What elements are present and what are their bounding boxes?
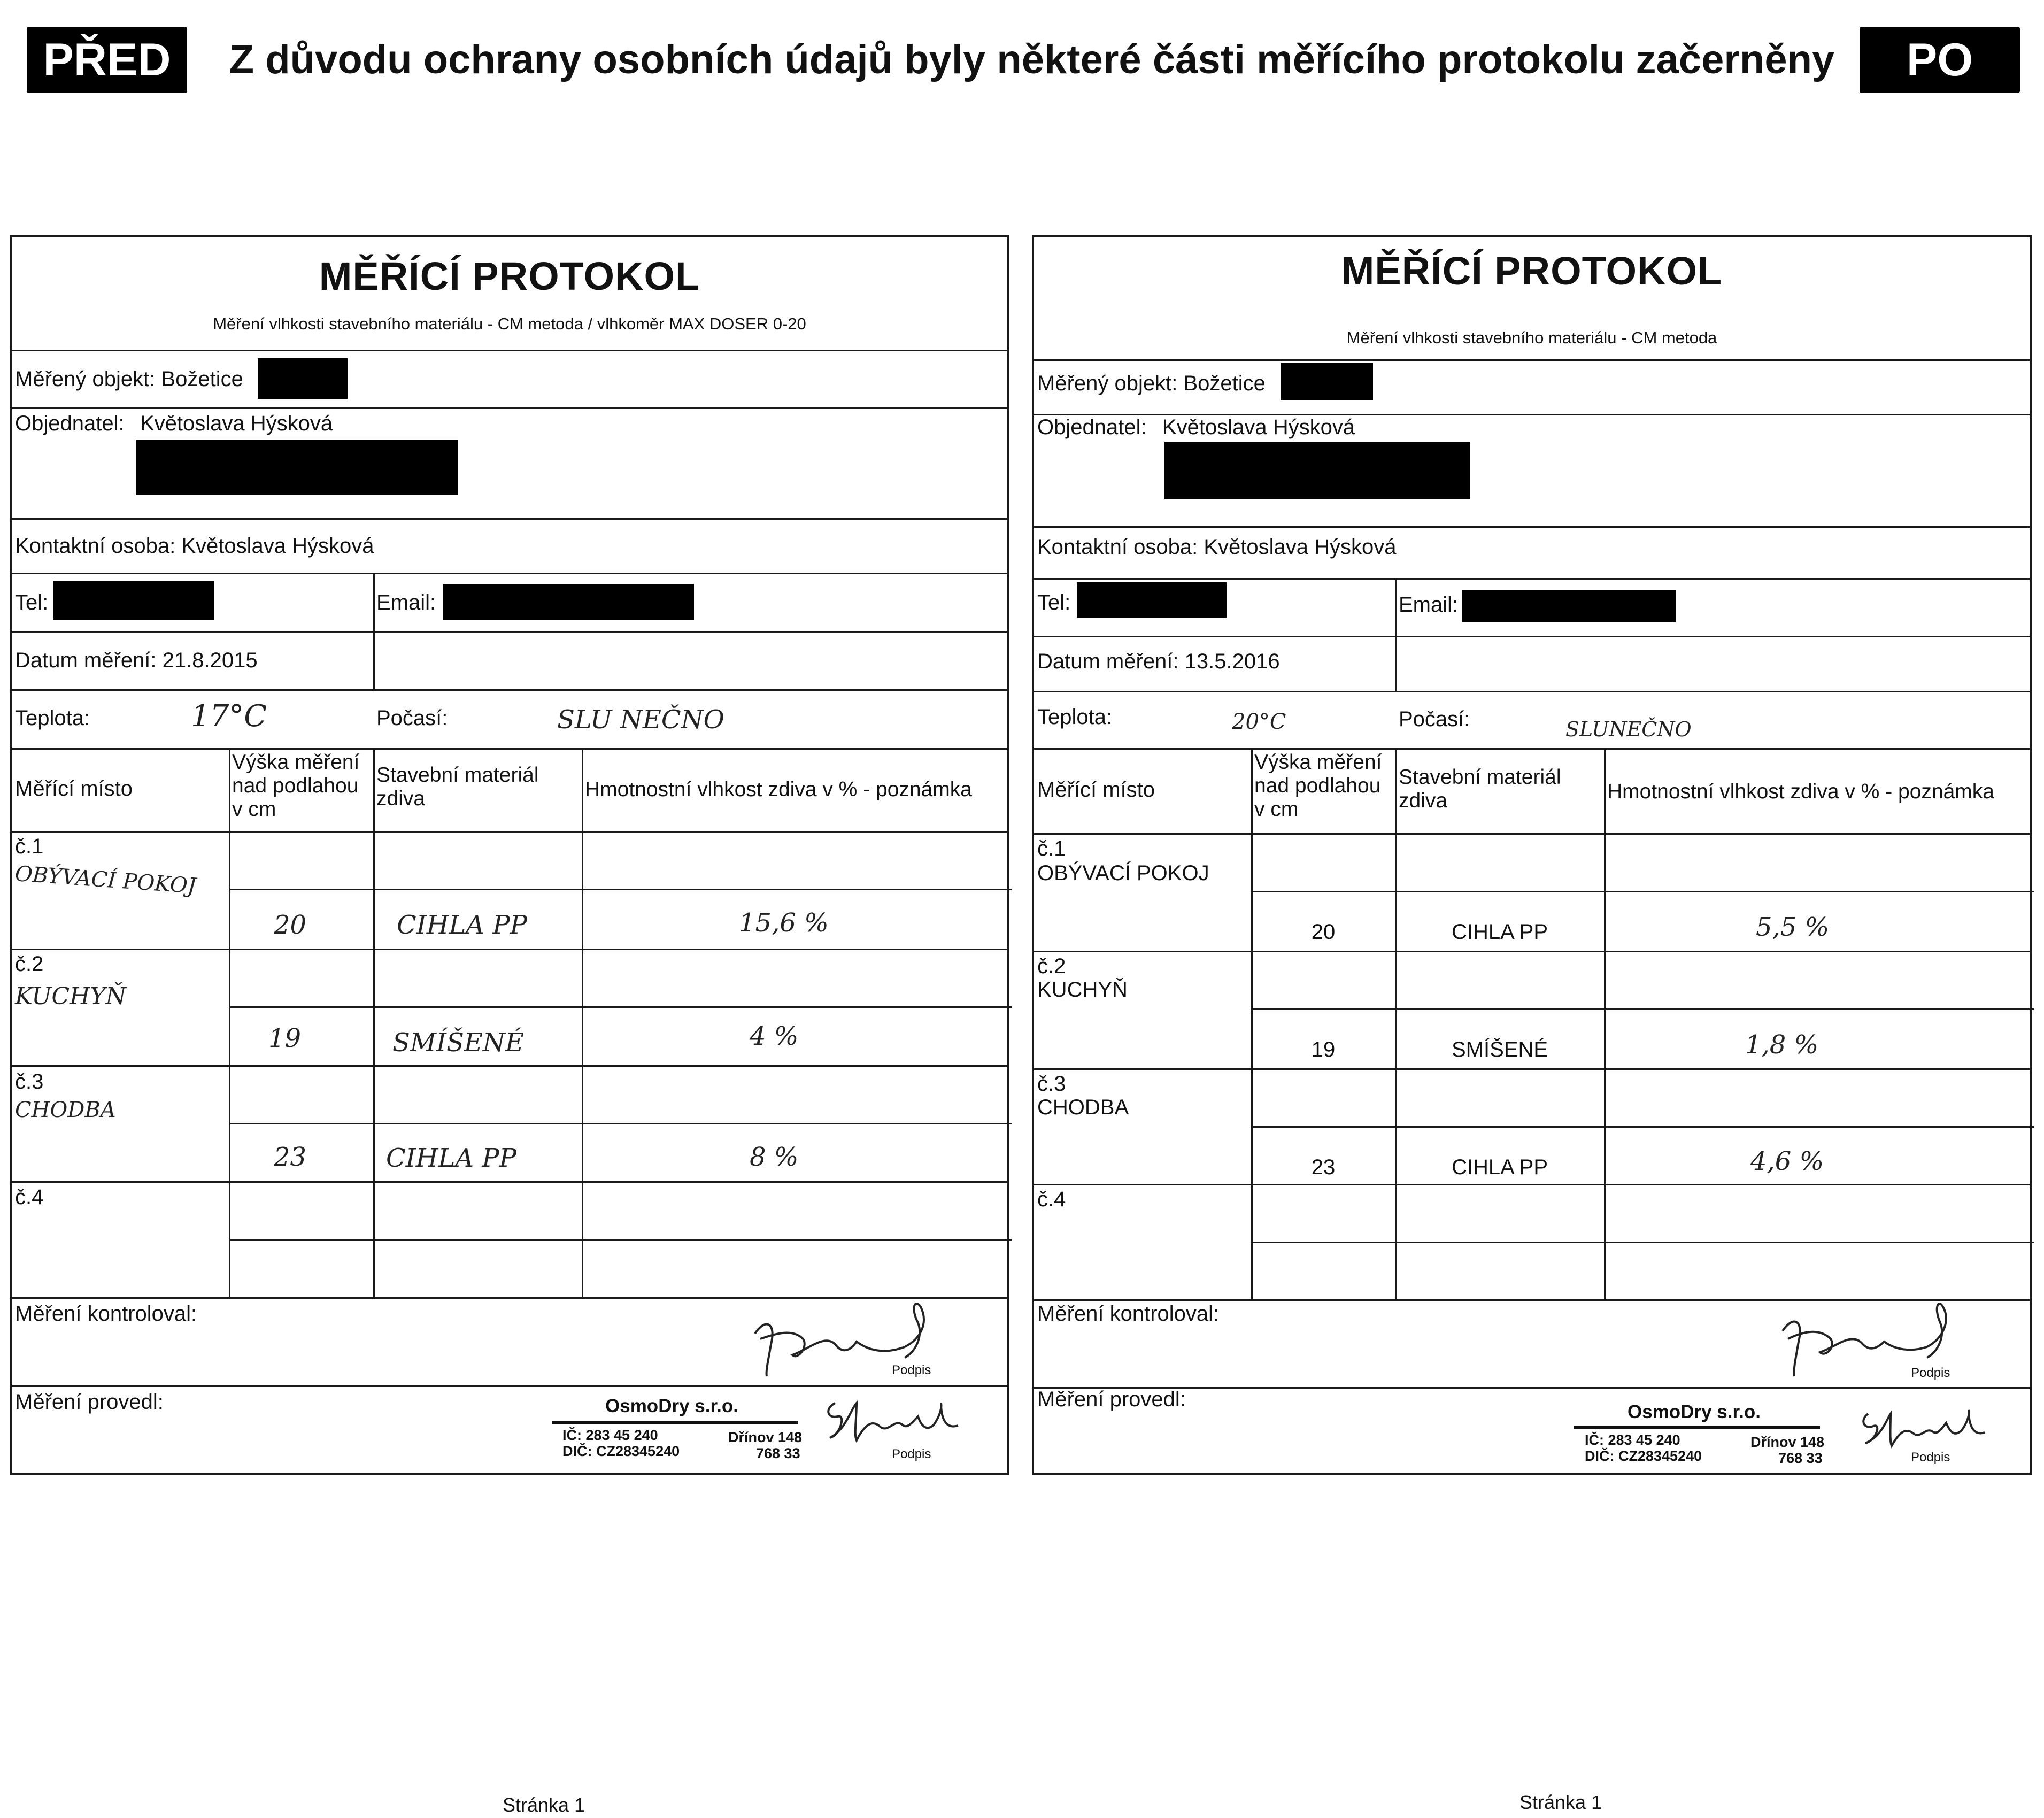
protocol-after — [1032, 235, 2032, 1475]
temperature-label: Teplota: — [15, 706, 90, 730]
protocol-title: MĚŘÍCÍ PROTOKOL — [319, 254, 700, 298]
col-measuring-place: Měřící místo — [15, 777, 133, 800]
row-3-number: č.3 — [15, 1070, 44, 1093]
signature-performed — [814, 1387, 974, 1451]
signature-caption-performed: Podpis — [892, 1447, 931, 1461]
redaction-email — [1462, 590, 1676, 622]
stamp-ic: IČ: 283 45 240 — [1585, 1432, 1680, 1448]
weather-label: Počasí: — [376, 706, 448, 730]
measurement-date: Datum měření: 13.5.2016 — [1037, 650, 1280, 673]
redaction-address — [136, 440, 458, 495]
signature-performed — [1852, 1395, 1991, 1454]
row-2-place: KUCHYŇ — [15, 983, 126, 1010]
email-label: Email: — [1399, 593, 1459, 617]
client-label: Objednatel: — [15, 412, 125, 435]
col-moisture: Hmotnostní vlhkost zdiva v % - poznámka — [1607, 780, 1994, 803]
col-height: Výška měření nad podlahou v cm — [1254, 751, 1382, 821]
stamp-ic: IČ: 283 45 240 — [562, 1427, 658, 1443]
page-footer-after: Stránka 1 — [1519, 1791, 1602, 1813]
row-3-height: 23 — [1311, 1155, 1336, 1179]
row-4-number: č.4 — [15, 1185, 44, 1209]
col-measuring-place: Měřící místo — [1037, 778, 1155, 802]
performed-by-label: Měření provedl: — [15, 1390, 164, 1414]
redaction-address — [1164, 442, 1470, 499]
row-4-number: č.4 — [1037, 1188, 1066, 1211]
row-3-material: CIHLA PP — [1451, 1155, 1548, 1179]
measurement-date: Datum měření: 21.8.2015 — [15, 649, 258, 672]
redaction-object — [258, 358, 348, 399]
row-2-material: SMÍŠENÉ — [392, 1028, 524, 1058]
email-label: Email: — [376, 591, 436, 614]
redaction-email — [443, 584, 694, 620]
company-stamp — [546, 1391, 803, 1477]
row-1-number: č.1 — [15, 835, 44, 858]
col-height: Výška měření nad podlahou v cm — [232, 751, 360, 821]
stamp-company: OsmoDry s.r.o. — [605, 1396, 738, 1416]
weather-value: SLU NEČNO — [557, 705, 724, 735]
weather-label: Počasí: — [1399, 707, 1470, 731]
measured-object-label: Měřený objekt: Božetice — [1037, 372, 1266, 395]
row-1-material: CIHLA PP — [1451, 920, 1548, 944]
stamp-zip: 768 33 — [1778, 1450, 1823, 1466]
checked-by-label: Měření kontroloval: — [15, 1302, 197, 1326]
protocol-subtitle: Měření vlhkosti stavebního materiálu - CM metoda — [1346, 328, 1717, 347]
row-2-moisture: 1,8 % — [1745, 1030, 1819, 1060]
tel-label: Tel: — [15, 591, 49, 614]
row-1-place: OBÝVACÍ POKOJ — [14, 861, 197, 899]
checked-by-label: Měření kontroloval: — [1037, 1302, 1220, 1326]
stamp-company: OsmoDry s.r.o. — [1628, 1401, 1761, 1422]
contact-person-label: Kontaktní osoba: Květoslava Hýsková — [15, 534, 374, 558]
tel-label: Tel: — [1037, 591, 1071, 614]
row-3-number: č.3 — [1037, 1072, 1066, 1096]
measured-object-label: Měřený objekt: Božetice — [15, 367, 243, 391]
row-1-height: 20 — [1311, 920, 1336, 944]
stamp-dic: DIČ: CZ28345240 — [1585, 1448, 1702, 1464]
stamp-dic: DIČ: CZ28345240 — [562, 1443, 680, 1459]
signature-caption-checked: Podpis — [892, 1363, 931, 1377]
stamp-zip: 768 33 — [756, 1445, 800, 1461]
client-name: Květoslava Hýsková — [1162, 415, 1355, 439]
row-3-material: CIHLA PP — [386, 1143, 516, 1173]
weather-value: SLUNEČNO — [1565, 718, 1692, 741]
temperature-label: Teplota: — [1037, 705, 1113, 729]
row-2-height: 19 — [268, 1023, 302, 1053]
row-1-height: 20 — [274, 910, 307, 940]
before-badge: PŘED — [27, 27, 187, 93]
temperature-value: 17°C — [191, 699, 267, 734]
row-2-moisture: 4 % — [750, 1021, 799, 1051]
company-stamp — [1569, 1400, 1825, 1478]
redaction-phone — [1077, 582, 1227, 618]
protocol-before — [10, 235, 1009, 1475]
client-name: Květoslava Hýsková — [140, 412, 333, 435]
row-1-moisture: 15,6 % — [739, 908, 829, 938]
col-material: Stavební materiál zdiva — [1399, 766, 1561, 812]
page-footer-before: Stránka 1 — [503, 1794, 585, 1816]
redaction-phone — [53, 581, 214, 620]
row-1-moisture: 5,5 % — [1756, 912, 1830, 942]
client-label: Objednatel: — [1037, 415, 1147, 439]
protocol-subtitle: Měření vlhkosti stavebního materiálu - CM metoda / vlhkoměr MAX DOSER 0-20 — [213, 314, 806, 333]
row-2-number: č.2 — [15, 952, 44, 976]
row-2-number: č.2 — [1037, 954, 1066, 978]
signature-caption-performed: Podpis — [1911, 1450, 1950, 1465]
row-1-number: č.1 — [1037, 837, 1066, 860]
after-badge: PO — [1860, 27, 2020, 93]
performed-by-label: Měření provedl: — [1037, 1388, 1186, 1411]
row-1-material: CIHLA PP — [397, 910, 527, 940]
row-2-material: SMÍŠENÉ — [1451, 1038, 1548, 1061]
row-3-height: 23 — [274, 1142, 307, 1172]
col-material: Stavební materiál zdiva — [376, 764, 539, 810]
protocol-title: MĚŘÍCÍ PROTOKOL — [1341, 249, 1723, 293]
stamp-street: Dřínov 148 — [1750, 1434, 1825, 1450]
stamp-street: Dřínov 148 — [728, 1429, 803, 1445]
row-3-place: CHODBA — [1037, 1096, 1129, 1119]
row-3-place: CHODBA — [15, 1098, 116, 1122]
privacy-headline: Z důvodu ochrany osobních údajů byly některé části měřícího protokolu začerněny — [229, 37, 1835, 82]
row-2-height: 19 — [1311, 1038, 1336, 1061]
contact-person-label: Kontaktní osoba: Květoslava Hýsková — [1037, 535, 1397, 559]
protocol-frame — [1032, 235, 2032, 1475]
protocol-frame — [10, 235, 1009, 1475]
row-2-place: KUCHYŇ — [1037, 978, 1128, 1002]
row-1-place: OBÝVACÍ POKOJ — [1037, 861, 1209, 885]
redaction-object — [1281, 363, 1373, 400]
row-3-moisture: 4,6 % — [1750, 1146, 1824, 1176]
row-3-moisture: 8 % — [750, 1142, 799, 1172]
col-moisture: Hmotnostní vlhkost zdiva v % - poznámka — [585, 778, 972, 801]
signature-caption-checked: Podpis — [1911, 1366, 1950, 1380]
temperature-value: 20°C — [1232, 710, 1286, 734]
